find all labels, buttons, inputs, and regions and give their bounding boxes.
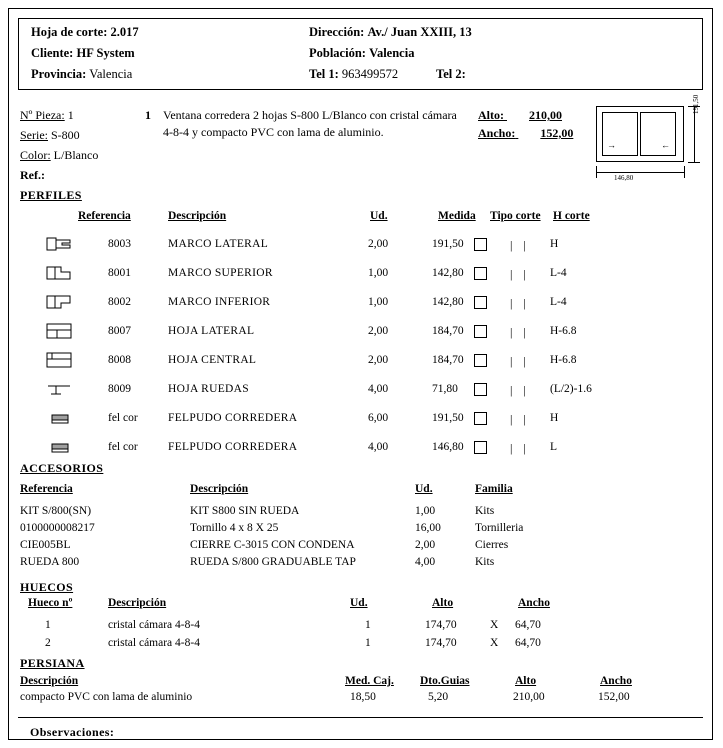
piece-color-label: Color:: [20, 148, 51, 162]
piece-quantity: 1: [145, 108, 151, 122]
cell-tipo-corte: | |: [510, 325, 530, 339]
col-ud: Ud.: [370, 210, 388, 222]
tel2-label: Tel 2:: [436, 67, 466, 81]
cell-descripcion: Tornillo 4 x 8 X 25: [190, 522, 279, 534]
hoja-corte-value: 2.017: [110, 25, 139, 39]
tel1-row: [309, 67, 398, 82]
cell-corte-checkbox[interactable]: [474, 238, 487, 251]
cell-hueco-n: 1: [45, 619, 51, 631]
cell-descripcion: MARCO SUPERIOR: [168, 267, 273, 279]
cell-separator: X: [490, 637, 499, 649]
direccion-label: Dirección:: [309, 25, 365, 39]
table-row: [20, 404, 710, 433]
col-descripcion: Descripción: [108, 597, 167, 609]
profile-felpudo-icon: [44, 406, 78, 430]
cell-h-corte: H-6.8: [550, 325, 577, 337]
col-descripcion: Descripción: [190, 483, 249, 495]
table-row: [20, 505, 710, 522]
cell-referencia: fel cor: [108, 441, 138, 453]
window-sash-right-icon: [640, 112, 676, 156]
header-box: [18, 18, 703, 90]
cell-referencia: 8003: [108, 238, 131, 250]
cell-separator: X: [490, 619, 499, 631]
cell-descripcion: HOJA LATERAL: [168, 325, 255, 337]
col-tipo-corte: Tipo corte: [490, 210, 541, 222]
huecos-section-title: HUECOS: [20, 580, 74, 594]
piece-number: [20, 108, 74, 123]
window-drawing: [588, 94, 708, 190]
cell-referencia: 8007: [108, 325, 131, 337]
cliente-row: [31, 46, 135, 61]
cell-ancho: 64,70: [515, 637, 541, 649]
table-row: [20, 346, 710, 375]
cell-tipo-corte: | |: [510, 354, 530, 368]
accesorios-section-title: ACCESORIOS: [20, 461, 104, 475]
cell-ud: 2,00: [368, 354, 389, 366]
cell-referencia: 8008: [108, 354, 131, 366]
hoja-corte-row: [31, 25, 139, 40]
observaciones-divider: [18, 717, 703, 718]
cell-referencia: 0100000008217: [20, 522, 95, 534]
col-familia: Familia: [475, 483, 513, 495]
cell-medida: 191,50: [432, 412, 464, 424]
cell-ud: 4,00: [368, 441, 389, 453]
table-row: [20, 539, 710, 556]
height-dim-line: [694, 106, 695, 162]
col-referencia: Referencia: [20, 483, 73, 495]
cell-alto: 174,70: [425, 637, 457, 649]
cell-ud: 4,00: [415, 556, 436, 568]
piece-number-label: Nº Pieza:: [20, 108, 65, 122]
table-row: [20, 522, 710, 539]
cell-ud: 4,00: [368, 383, 389, 395]
col-alto: Alto: [432, 597, 454, 609]
cell-descripcion: compacto PVC con lama de aluminio: [20, 691, 193, 703]
perfiles-section-title: PERFILES: [20, 188, 82, 202]
piece-serie-label: Serie:: [20, 128, 48, 142]
piece-dimensions: [478, 108, 573, 144]
cell-h-corte: (L/2)-1.6: [550, 383, 592, 395]
col-descripcion: Descripción: [20, 675, 79, 687]
cell-referencia: 8009: [108, 383, 131, 395]
cell-familia: Tornilleria: [475, 522, 524, 534]
profile-hoja-lateral-icon: [44, 319, 78, 343]
tel1-value: 963499572: [341, 67, 399, 81]
sash-right-arrow-icon: ←: [661, 140, 670, 150]
col-med-caj: Med. Caj.: [345, 675, 394, 687]
cell-h-corte: L-4: [550, 296, 567, 308]
cliente-value: HF System: [76, 46, 135, 60]
cell-medida: 142,80: [432, 267, 464, 279]
cell-ud: 1: [365, 637, 371, 649]
col-ancho: Ancho: [600, 675, 632, 687]
cell-h-corte: H: [550, 238, 559, 250]
piece-ref: [20, 168, 45, 183]
cell-h-corte: H: [550, 412, 559, 424]
cell-descripcion: HOJA RUEDAS: [168, 383, 249, 395]
cell-hueco-n: 2: [45, 637, 51, 649]
col-referencia: Referencia: [78, 210, 131, 222]
sash-left-arrow-icon: →: [607, 140, 616, 150]
cell-medida: 191,50: [432, 238, 464, 250]
cell-corte-checkbox[interactable]: [474, 325, 487, 338]
piece-serie-value: S-800: [51, 128, 80, 142]
cell-descripcion: FELPUDO CORREDERA: [168, 441, 298, 453]
piece-alto: [478, 108, 573, 123]
direccion-row: [309, 25, 472, 40]
piece-description: Ventana corredera 2 hojas S-800 L/Blanco con cristal cámara 4-8-4 y compacto PVC con lama de aluminio.: [163, 108, 457, 139]
profile-hoja-ruedas-icon: [44, 377, 78, 401]
provincia-row: [31, 67, 132, 82]
table-row: [20, 433, 710, 462]
cliente-label: Cliente:: [31, 46, 74, 60]
piece-color: [20, 148, 98, 163]
hoja-corte-label: Hoja de corte:: [31, 25, 108, 39]
piece-ref-label: Ref.:: [20, 168, 45, 182]
cell-descripcion: cristal cámara 4-8-4: [108, 619, 200, 631]
width-dim-line: [596, 172, 684, 173]
cell-ud: 2,00: [368, 238, 389, 250]
piece-ancho-label: Ancho:: [478, 126, 516, 140]
cell-corte-checkbox[interactable]: [474, 267, 487, 280]
piece-number-value: 1: [67, 108, 74, 122]
profile-felpudo-icon: [44, 435, 78, 459]
cell-referencia: 8001: [108, 267, 131, 279]
width-dim-tick-right: [684, 166, 685, 178]
cell-corte-checkbox[interactable]: [474, 383, 487, 396]
cell-ancho: 152,00: [598, 691, 630, 703]
col-h-corte: H corte: [553, 210, 590, 222]
height-dim-label: 191,50: [692, 94, 700, 114]
tel1-label: Tel 1:: [309, 67, 339, 81]
provincia-label: Provincia:: [31, 67, 87, 81]
cell-descripcion: KIT S800 SIN RUEDA: [190, 505, 300, 517]
cell-ud: 1: [365, 619, 371, 631]
cell-corte-checkbox[interactable]: [474, 412, 487, 425]
cell-corte-checkbox[interactable]: [474, 441, 487, 454]
window-frame-icon: [596, 106, 684, 162]
profile-marco-inferior-icon: [44, 290, 78, 314]
table-row: [20, 317, 710, 346]
poblacion-value: Valencia: [369, 46, 415, 60]
provincia-value: Valencia: [89, 67, 133, 81]
direccion-value: Av./ Juan XXIII, 13: [367, 25, 472, 39]
persiana-section-title: PERSIANA: [20, 656, 85, 670]
table-row: [20, 556, 710, 573]
cell-descripcion: CIERRE C-3015 CON CONDENA: [190, 539, 355, 551]
cell-medida: 184,70: [432, 325, 464, 337]
cell-descripcion: HOJA CENTRAL: [168, 354, 257, 366]
col-ancho: Ancho: [518, 597, 550, 609]
cell-referencia: CIE005BL: [20, 539, 71, 551]
table-row: [20, 288, 710, 317]
cell-ud: 2,00: [368, 325, 389, 337]
cell-corte-checkbox[interactable]: [474, 354, 487, 367]
tel2-row: [436, 67, 466, 82]
cell-medida: 184,70: [432, 354, 464, 366]
cell-tipo-corte: | |: [510, 412, 530, 426]
table-row: [20, 375, 710, 404]
perfiles-table-header: [20, 210, 710, 226]
cell-tipo-corte: | |: [510, 383, 530, 397]
col-medida: Medida: [438, 210, 476, 222]
cell-ancho: 64,70: [515, 619, 541, 631]
table-row: [20, 259, 710, 288]
cell-h-corte: L: [550, 441, 558, 453]
cell-ud: 1,00: [415, 505, 436, 517]
cell-alto: 210,00: [513, 691, 545, 703]
cell-descripcion: RUEDA S/800 GRADUABLE TAP: [190, 556, 356, 568]
cell-referencia: 8002: [108, 296, 131, 308]
piece-alto-label: Alto:: [478, 108, 504, 122]
cell-familia: Kits: [475, 556, 495, 568]
cell-dto-guias: 5,20: [428, 691, 449, 703]
cell-ud: 16,00: [415, 522, 441, 534]
profile-hoja-central-icon: [44, 348, 78, 372]
cell-tipo-corte: | |: [510, 267, 530, 281]
cell-ud: 2,00: [415, 539, 436, 551]
cell-h-corte: L-4: [550, 267, 567, 279]
cell-referencia: fel cor: [108, 412, 138, 424]
table-row: [20, 619, 710, 637]
poblacion-row: [309, 46, 414, 61]
table-row: [20, 637, 710, 655]
profile-marco-superior-icon: [44, 261, 78, 285]
table-row: [20, 230, 710, 259]
cell-descripcion: MARCO LATERAL: [168, 238, 269, 250]
cell-medida: 146,80: [432, 441, 464, 453]
cell-h-corte: H-6.8: [550, 354, 577, 366]
piece-alto-value: 210,00: [529, 108, 562, 122]
cell-alto: 174,70: [425, 619, 457, 631]
cell-descripcion: cristal cámara 4-8-4: [108, 637, 200, 649]
cell-med-caj: 18,50: [350, 691, 376, 703]
cell-referencia: KIT S/800(SN): [20, 505, 92, 517]
cell-ud: 6,00: [368, 412, 389, 424]
cell-descripcion: FELPUDO CORREDERA: [168, 412, 298, 424]
cell-medida: 71,80: [432, 383, 458, 395]
col-ud: Ud.: [350, 597, 368, 609]
poblacion-label: Población:: [309, 46, 366, 60]
cell-descripcion: MARCO INFERIOR: [168, 296, 271, 308]
cell-referencia: RUEDA 800: [20, 556, 80, 568]
piece-serie: [20, 128, 80, 143]
col-dto-guias: Dto.Guias: [420, 675, 470, 687]
cell-ud: 1,00: [368, 267, 389, 279]
cell-familia: Cierres: [475, 539, 509, 551]
col-descripcion: Descripción: [168, 210, 227, 222]
col-alto: Alto: [515, 675, 537, 687]
observaciones-label: Observaciones:: [30, 725, 115, 739]
col-hueco-n: Hueco nº: [28, 597, 73, 609]
window-sash-left-icon: [602, 112, 638, 156]
cell-familia: Kits: [475, 505, 495, 517]
profile-marco-lateral-icon: [44, 232, 78, 256]
cell-corte-checkbox[interactable]: [474, 296, 487, 309]
cell-tipo-corte: | |: [510, 296, 530, 310]
cell-medida: 142,80: [432, 296, 464, 308]
piece-color-value: L/Blanco: [53, 148, 99, 162]
piece-ancho: [478, 126, 573, 141]
cell-tipo-corte: | |: [510, 441, 530, 455]
piece-ancho-value: 152,00: [540, 126, 574, 140]
col-ud: Ud.: [415, 483, 433, 495]
width-dim-label: 146,80: [614, 174, 634, 182]
height-dim-tick-bottom: [688, 162, 700, 163]
cell-tipo-corte: | |: [510, 238, 530, 252]
cell-ud: 1,00: [368, 296, 389, 308]
